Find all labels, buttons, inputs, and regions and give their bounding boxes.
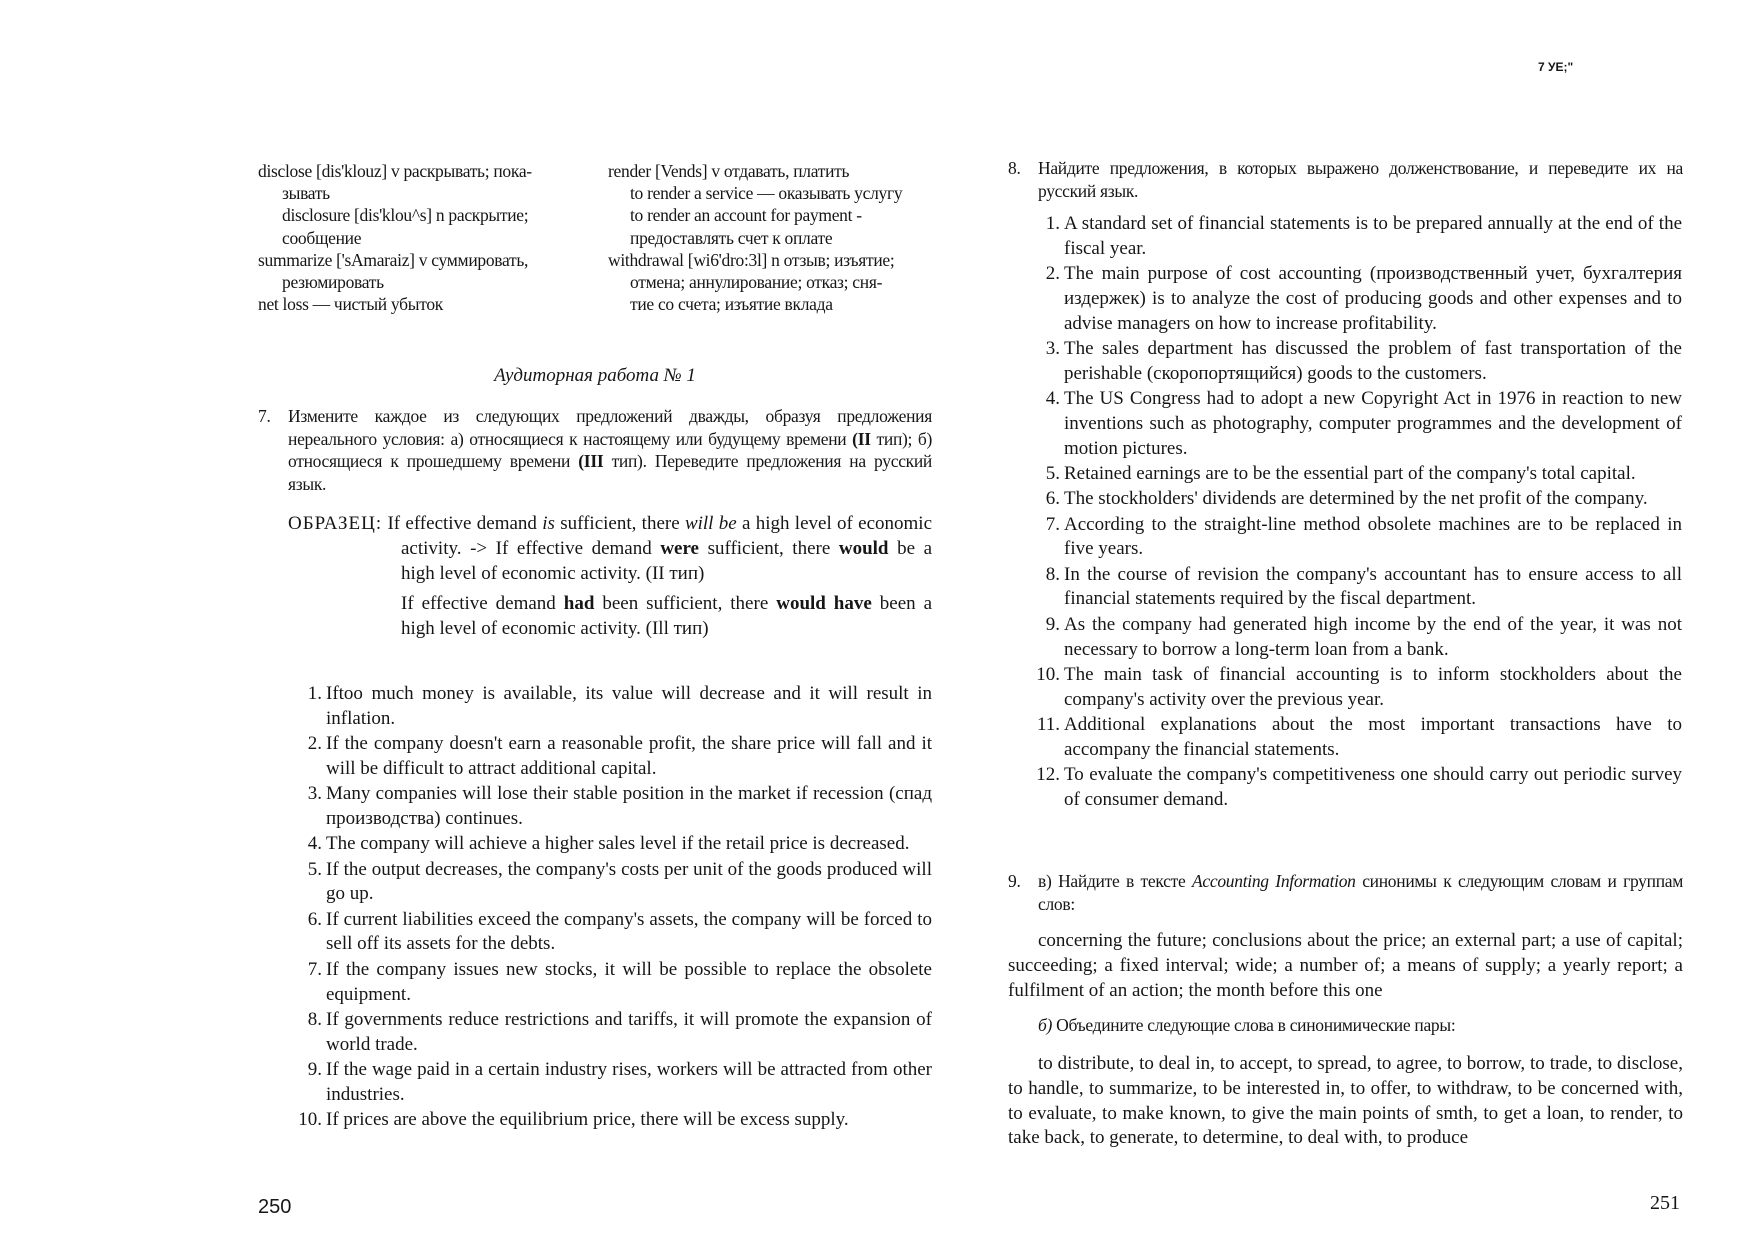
task-text-bold: (II bbox=[852, 428, 871, 449]
vocab-line: предоставлять счет к оплате bbox=[630, 227, 833, 248]
list-item bbox=[292, 858, 932, 908]
sample-label: ОБРАЗЕЦ: bbox=[288, 513, 383, 534]
task-text: Найдите предложения, в которых выражено долженствование, и переведите их на русский язык. bbox=[1038, 158, 1683, 201]
section-title: Аудиторная работа № 1 bbox=[494, 365, 696, 386]
item-number: 2. bbox=[307, 733, 322, 755]
item-number: 7. bbox=[307, 958, 322, 980]
sub-label: б) bbox=[1038, 1015, 1053, 1035]
item-number: 10. bbox=[1036, 663, 1060, 685]
task-text-part: тип); б) относящиеся к прошедшему времени bbox=[288, 428, 933, 471]
item-number: 10. bbox=[298, 1109, 322, 1131]
item-number: 1. bbox=[307, 683, 322, 704]
list-item bbox=[1030, 387, 1682, 461]
task-number: 9. bbox=[1008, 871, 1021, 891]
sample-text: If effective demand bbox=[401, 593, 556, 615]
item-text: The sales department has discussed the problem of fast transportation of the perishable (скоропортящийся) goods to the customers. bbox=[1064, 337, 1682, 384]
list-item bbox=[292, 782, 932, 832]
task-text bbox=[258, 405, 932, 495]
task-8-instruction bbox=[1008, 157, 1683, 202]
task-9b-instruction bbox=[1038, 1015, 1455, 1036]
item-text: Retained earnings are to be the essential part of the company's total capital. bbox=[1064, 462, 1636, 484]
sample-bold: would have bbox=[776, 593, 872, 615]
vocab-line: to render a service — оказывать услугу bbox=[630, 183, 903, 204]
list-item bbox=[1030, 563, 1682, 613]
vocab-line: render [Vends] v отдавать, платить bbox=[608, 161, 850, 181]
sample-bold: had bbox=[563, 593, 595, 615]
item-number: 9. bbox=[1045, 613, 1060, 635]
task-8-sentences bbox=[1030, 212, 1682, 813]
item-number: 11. bbox=[1036, 713, 1060, 735]
sample-paragraph-2 bbox=[288, 592, 932, 642]
page-number-left: 250 bbox=[258, 1196, 292, 1218]
list-item bbox=[292, 908, 932, 958]
list-item bbox=[1030, 713, 1682, 763]
item-text: If the wage paid in a certain industry rises, workers will be attracted from other industries. bbox=[326, 1058, 932, 1105]
item-text: If governments reduce restrictions and tariffs, it will promote the expansion of world trade. bbox=[326, 1008, 932, 1055]
item-text: Additional explanations about the most important transactions have to accompany the financial statements. bbox=[1064, 713, 1682, 760]
sample-emphasis: is bbox=[542, 513, 555, 534]
list-item bbox=[292, 732, 932, 782]
item-text: If the company issues new stocks, it will be possible to replace the obsolete equipment. bbox=[326, 958, 932, 1005]
paragraph-text: to distribute, to deal in, to accept, to spread, to agree, to borrow, to trade, to disclose, to handle, to summarize, to be interested in, to offer, to withdraw, to be concerned with, to evaluate, to make known, to give the main points of smth, to get a loan, to render, to take back, to generate, to determine, to deal with, to produce bbox=[1008, 1053, 1683, 1149]
item-number: 5. bbox=[1045, 462, 1060, 484]
task-text bbox=[1008, 870, 1683, 915]
vocab-line: net loss — чистый убыток bbox=[258, 294, 443, 315]
list-item bbox=[1030, 613, 1682, 663]
item-number: 3. bbox=[1045, 337, 1060, 359]
list-item bbox=[1030, 462, 1682, 487]
task-text-part: в) Найдите в тексте bbox=[1038, 871, 1186, 891]
item-number: 12. bbox=[1036, 764, 1060, 786]
list-item bbox=[1030, 262, 1682, 336]
item-number: 9. bbox=[307, 1058, 322, 1080]
list-item bbox=[1030, 212, 1682, 262]
task-text-part: синонимы к следующим словам и группам слов: bbox=[1038, 871, 1684, 914]
item-number: 5. bbox=[307, 858, 322, 880]
sample-text: a high level of economic activity. -> If effective demand bbox=[401, 513, 933, 559]
vocab-column-2 bbox=[608, 160, 932, 315]
vocab-line: зывать bbox=[282, 183, 330, 204]
item-text: Iftoo much money is available, its value will decrease and it will result in inflation. bbox=[326, 683, 932, 729]
vocab-line: summarize ['sAmaraiz] v суммировать, bbox=[258, 249, 529, 270]
item-number: 7. bbox=[1045, 513, 1060, 535]
vocab-line: withdrawal [wi6'dro:3l] n отзыв; изъятие; bbox=[608, 249, 895, 270]
item-number: 2. bbox=[1045, 263, 1060, 285]
list-item bbox=[292, 1008, 932, 1058]
task-text-part: Измените каждое из следующих предложений дважды, образуя предложения нереального условия: а) относящиеся к настоящему или будущему времени bbox=[288, 406, 932, 449]
item-text: The company will achieve a higher sales level if the retail price is decreased. bbox=[326, 833, 910, 855]
vocab-line: disclose [dis'klouz] v раскрывать; пока- bbox=[258, 161, 532, 181]
sample-text: be a high level of economic activity. (II тип) bbox=[401, 537, 933, 584]
vocab-column-1 bbox=[258, 160, 588, 315]
vocab-text: disclosure [dis'klou^s] n раскрытие; bbox=[282, 205, 529, 226]
list-item bbox=[1030, 513, 1682, 563]
item-text: If prices are above the equilibrium price, there will be excess supply. bbox=[326, 1109, 849, 1131]
sample-paragraph-1 bbox=[288, 512, 932, 586]
list-item bbox=[292, 1058, 932, 1108]
vocab-line: отмена; аннулирование; отказ; сня- bbox=[630, 272, 883, 293]
synonym-source-paragraph bbox=[1008, 929, 1683, 1003]
item-text: If the output decreases, the company's costs per unit of the goods produced will go up. bbox=[326, 858, 932, 905]
list-item bbox=[292, 958, 932, 1008]
vocab-line: резюмировать bbox=[282, 272, 384, 293]
sample-text: sufficient, there bbox=[560, 513, 680, 534]
vocab-line: to render an account for payment - bbox=[630, 205, 862, 226]
item-text: A standard set of financial statements is to be prepared annually at the end of the fiscal year. bbox=[1064, 213, 1682, 259]
task-7-sentences bbox=[292, 682, 932, 1133]
item-text: The main purpose of cost accounting (производственный учет, бухгалтерия издержек) is to analyze the cost of producing goods and other expenses and to advise managers on how to increase profitability. bbox=[1064, 263, 1682, 334]
paragraph-text: concerning the future; conclusions about the price; an external part; a use of capital; succeeding; a fixed interval; wide; a number of; a means of supply; a yearly report; a fulfilment of an action; the month before this one bbox=[1008, 930, 1683, 1001]
list-item bbox=[292, 832, 932, 857]
item-text: Many companies will lose their stable position in the market if recession (спад производства) continues. bbox=[326, 783, 932, 829]
sample-bold: were bbox=[660, 537, 699, 559]
item-text: If the company doesn't earn a reasonable profit, the share price will fall and it will be difficult to attract additional capital. bbox=[326, 733, 932, 779]
sample-text: If effective demand bbox=[387, 513, 537, 534]
item-number: 3. bbox=[307, 783, 322, 805]
sample-block bbox=[288, 512, 932, 642]
list-item bbox=[1030, 337, 1682, 387]
item-text: According to the straight-line method obsolete machines are to be replaced in five years. bbox=[1064, 513, 1682, 560]
item-text: The US Congress had to adopt a new Copyright Act in 1976 in reaction to new inventions such as photography, computer programmes and the development of motion pictures. bbox=[1064, 388, 1682, 459]
sub-text: Объедините следующие слова в синонимические пары: bbox=[1056, 1015, 1456, 1035]
item-text: As the company had generated high income by the end of the year, it was not necessary to borrow a long-term loan from a bank. bbox=[1064, 613, 1682, 660]
item-number: 4. bbox=[1045, 388, 1060, 410]
item-text: The stockholders' dividends are determined by the net profit of the company. bbox=[1064, 488, 1648, 510]
corner-mark: 7 УЕ;" bbox=[1538, 60, 1574, 74]
task-text-part: тип). Переведите предложения на русский язык. bbox=[288, 451, 932, 494]
task-9-instruction bbox=[1008, 870, 1683, 915]
item-text: In the course of revision the company's accountant has to ensure access to all financial statements required by the fiscal department. bbox=[1064, 563, 1682, 610]
vocab-line bbox=[258, 204, 588, 226]
task-7-instruction bbox=[258, 405, 932, 495]
page-number-right: 251 bbox=[1650, 1192, 1680, 1214]
task-text-bold: (III bbox=[578, 451, 604, 471]
item-number: 8. bbox=[307, 1008, 322, 1030]
list-item bbox=[292, 1108, 932, 1133]
item-text: If current liabilities exceed the company's assets, the company will be forced to sell off its assets for the debts. bbox=[326, 908, 932, 955]
sample-bold: would bbox=[838, 537, 889, 559]
list-item bbox=[1030, 663, 1682, 713]
task-number: 7. bbox=[258, 406, 271, 426]
list-item bbox=[292, 682, 932, 732]
list-item bbox=[1030, 487, 1682, 512]
sample-text: sufficient, there bbox=[707, 537, 831, 559]
sample-text: been sufficient, there bbox=[602, 593, 769, 615]
vocab-line: тие со счета; изъятие вклада bbox=[630, 294, 833, 315]
vocab-line: сообщение bbox=[282, 227, 362, 248]
item-number: 4. bbox=[307, 833, 322, 855]
list-item bbox=[1030, 763, 1682, 813]
item-number: 8. bbox=[1045, 563, 1060, 585]
item-number: 6. bbox=[1045, 488, 1060, 510]
item-text: The main task of financial accounting is to inform stockholders about the company's activity over the previous year. bbox=[1064, 663, 1682, 710]
item-number: 1. bbox=[1045, 213, 1060, 234]
task-text-italic: Accounting Information bbox=[1192, 871, 1356, 891]
task-number: 8. bbox=[1008, 158, 1021, 178]
sample-text: been a high level of economic activity. (Ill тип) bbox=[401, 593, 933, 640]
item-text: To evaluate the company's competitiveness one should carry out periodic survey of consumer demand. bbox=[1064, 764, 1682, 810]
word-pairs-paragraph bbox=[1008, 1052, 1683, 1151]
item-number: 6. bbox=[307, 908, 322, 930]
sample-emphasis: will be bbox=[684, 513, 737, 534]
